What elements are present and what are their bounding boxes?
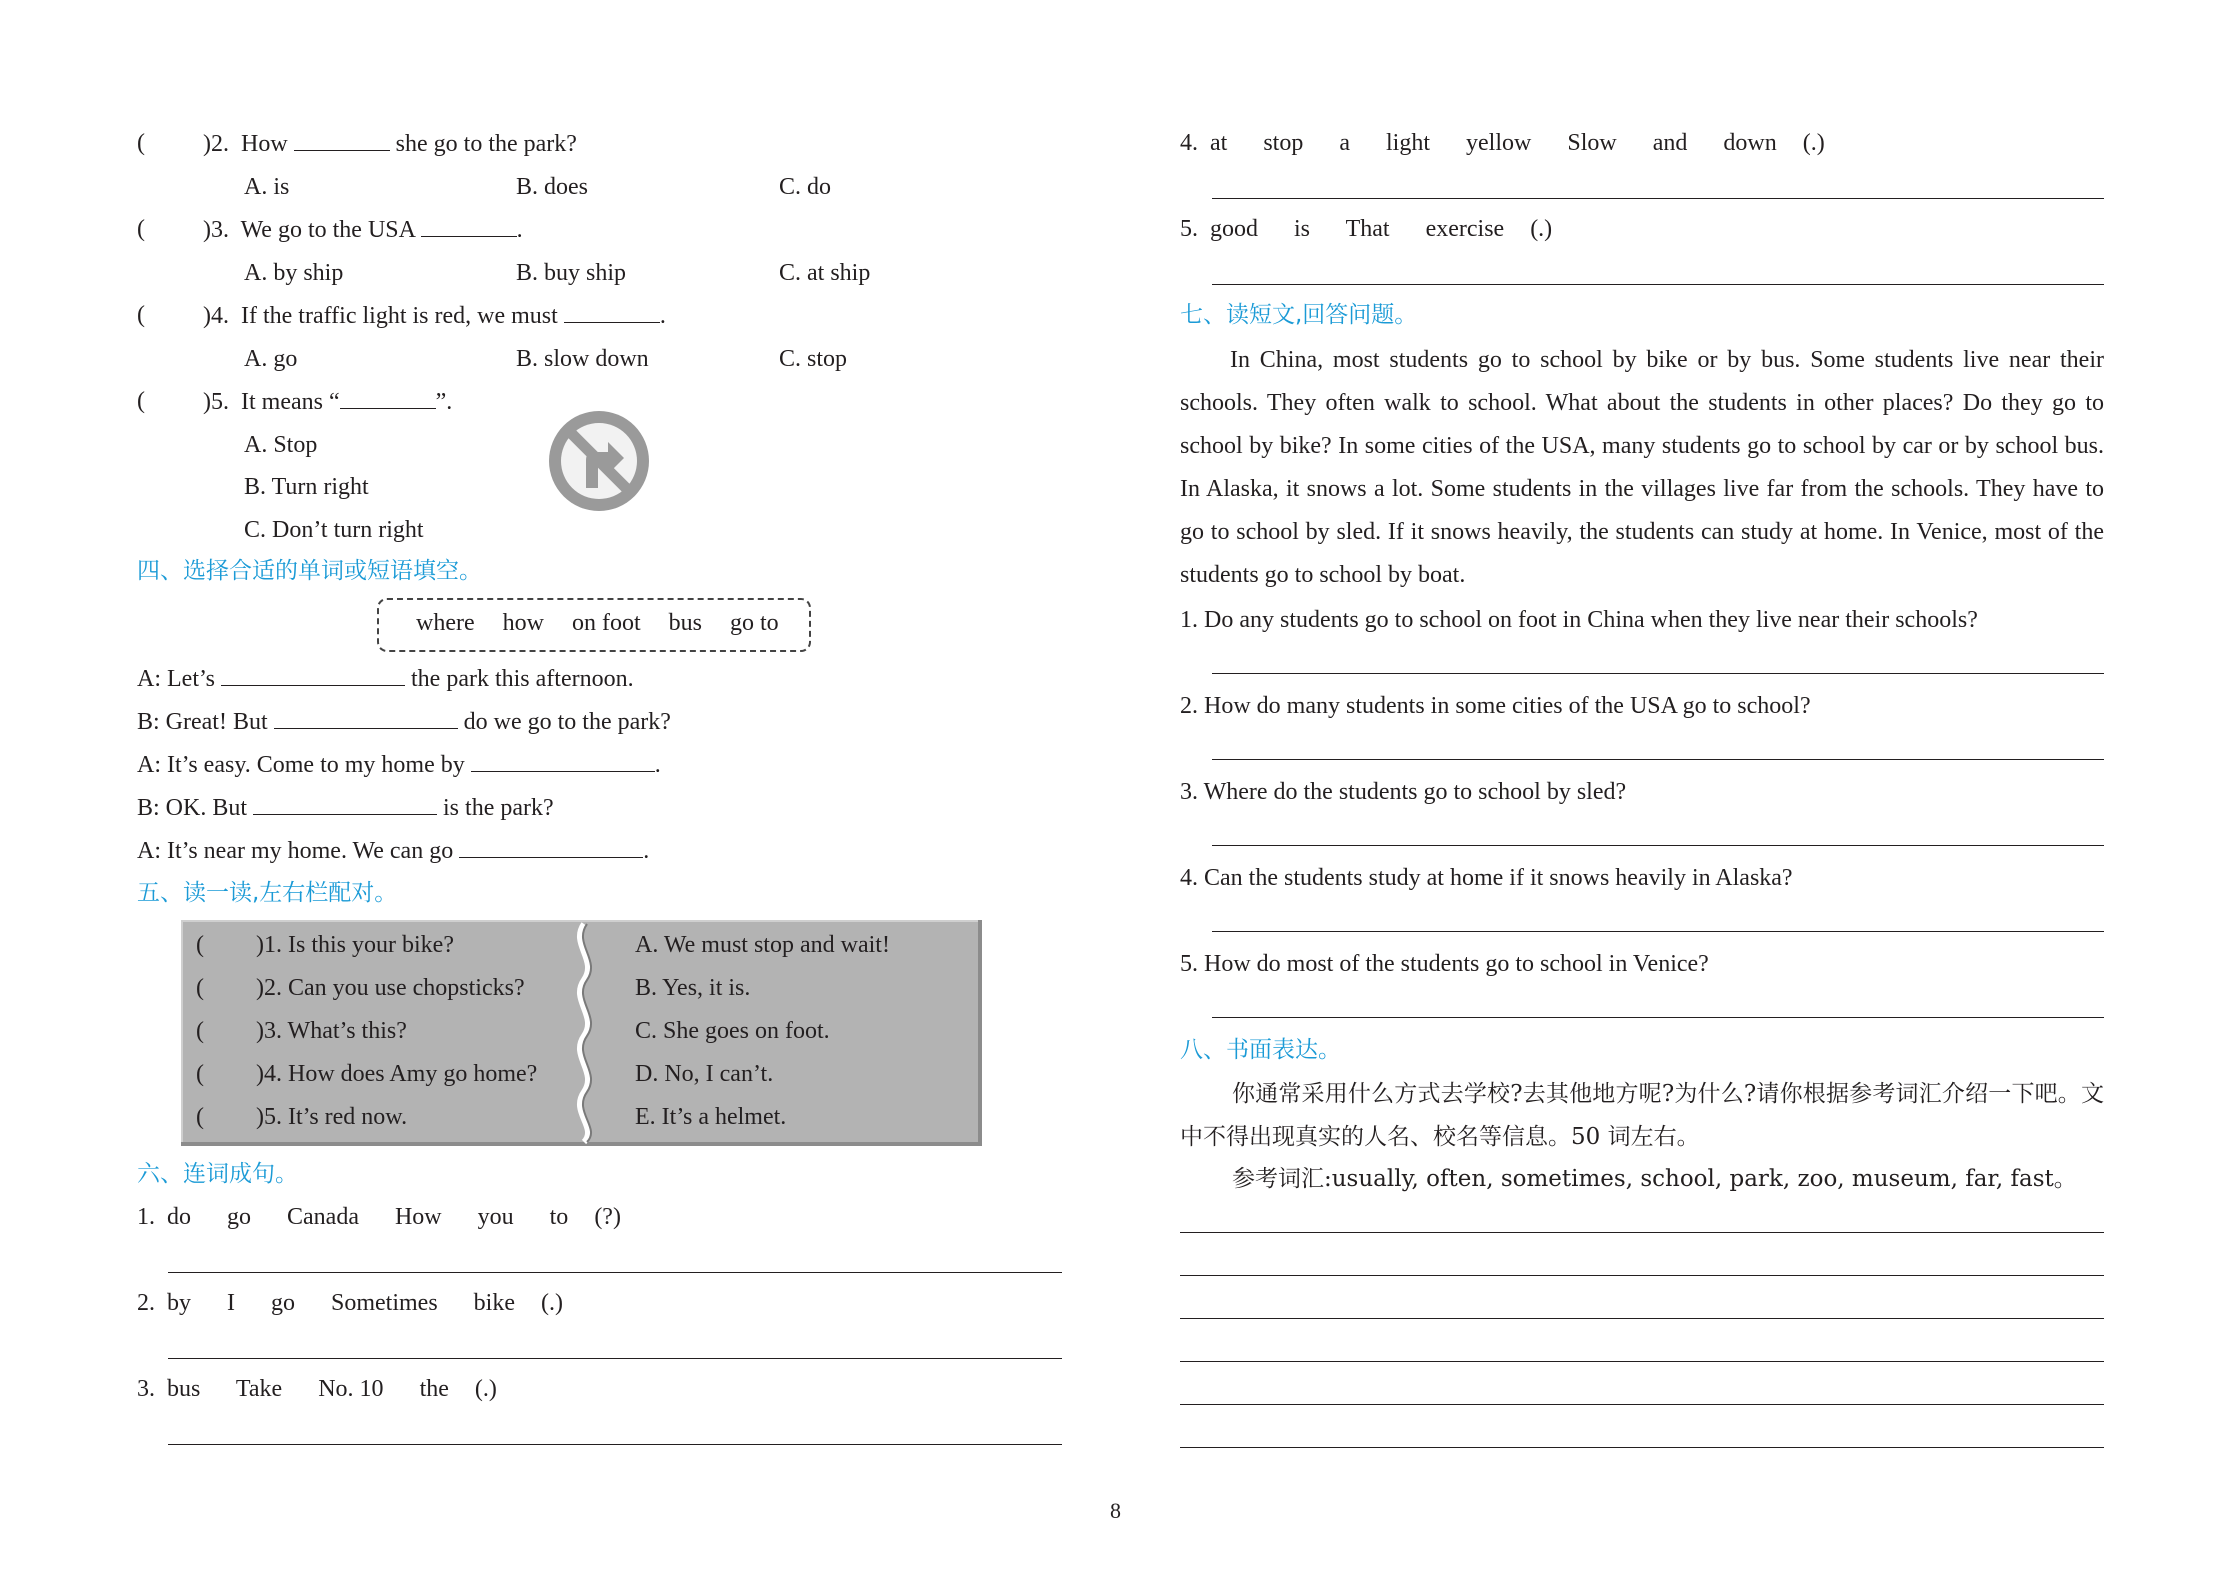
answer-line[interactable] (1212, 284, 2104, 285)
writing-line[interactable] (1180, 1404, 2104, 1405)
answer-blank[interactable] (471, 749, 655, 772)
mc-option[interactable]: C. Don’t turn right (244, 517, 424, 543)
scrambled-sentence: 4. at stop a light yellow Slow and down (.) (1180, 130, 1825, 156)
mc-option[interactable]: C. stop (779, 346, 848, 372)
mc-option[interactable]: A. Stop (244, 432, 318, 458)
mc-question: )2. How she go to the park? (203, 128, 577, 159)
mc-bracket[interactable]: ( (137, 388, 145, 414)
mc-option[interactable]: C. do (779, 174, 832, 200)
answer-blank[interactable] (294, 128, 390, 151)
word-bank-item: on foot (571, 610, 641, 636)
mc-option[interactable]: B. buy ship (516, 260, 627, 286)
section-8-title: 八、书面表达。 (1180, 1037, 1341, 1063)
reading-question: 1. Do any students go to school on foot in China when they live near their schools? (1180, 607, 1978, 633)
mc-question: )3. We go to the USA . (203, 214, 523, 245)
answer-line[interactable] (168, 1444, 1062, 1445)
answer-blank[interactable] (253, 792, 437, 815)
reading-question: 4. Can the students study at home if it snows heavily in Alaska? (1180, 865, 1793, 891)
writing-line[interactable] (1180, 1361, 2104, 1362)
match-right-item: C. She goes on foot. (635, 1018, 830, 1044)
answer-blank[interactable] (564, 300, 660, 323)
reading-question: 3. Where do the students go to school by sled? (1180, 779, 1627, 805)
match-right-item: E. It’s a helmet. (635, 1104, 787, 1130)
match-left-item[interactable]: ( )4. How does Amy go home? (196, 1061, 538, 1087)
word-bank-item: where (416, 610, 475, 636)
mc-option[interactable]: A. go (244, 346, 298, 372)
answer-blank[interactable] (221, 663, 405, 686)
reading-passage: In China, most students go to school by bike or by bus. Some students live near their schools. They often walk to school. What about the students in other places? Do they go to school by bike? In some cities of the USA, many students go to school by car or by school bus. In Alaska, it snows a lot. Some students in the villages live far from the schools. They have to go to school by sled. If it snows heavily, the students can study at home. In Venice, most of the students go to school by boat. (1180, 347, 2104, 588)
writing-prompt: 你通常采用什么方式去学校?去其他地方呢?为什么?请你根据参考词汇介绍一下吧。文中不得出现真实的人名、校名等信息。50 词左右。 (1180, 1081, 2104, 1150)
answer-line[interactable] (1212, 845, 2104, 846)
answer-line[interactable] (1212, 931, 2104, 932)
section-7-title: 七、读短文,回答问题。 (1180, 302, 1418, 328)
mc-option[interactable]: A. by ship (244, 260, 344, 286)
word-bank-item: how (502, 610, 544, 636)
answer-line[interactable] (1212, 759, 2104, 760)
mc-option[interactable]: C. at ship (779, 260, 871, 286)
mc-option[interactable]: B. does (516, 174, 588, 200)
section-4-title: 四、选择合适的单词或短语填空。 (137, 558, 482, 584)
answer-line[interactable] (168, 1272, 1062, 1273)
mc-option[interactable]: B. Turn right (244, 474, 369, 500)
match-right-item: D. No, I can’t. (635, 1061, 774, 1087)
match-left-item[interactable]: ( )5. It’s red now. (196, 1104, 408, 1130)
answer-line[interactable] (1212, 198, 2104, 199)
word-bank-item: bus (668, 610, 702, 636)
match-left-item[interactable]: ( )3. What’s this? (196, 1018, 407, 1044)
answer-blank[interactable] (274, 706, 458, 729)
mc-option[interactable]: A. is (244, 174, 290, 200)
match-left-item[interactable]: ( )2. Can you use chopsticks? (196, 975, 525, 1001)
writing-line[interactable] (1180, 1232, 2104, 1233)
reading-question: 2. How do many students in some cities of the USA go to school? (1180, 693, 1811, 719)
writing-line[interactable] (1180, 1318, 2104, 1319)
word-bank-item: go to (730, 610, 779, 636)
word-bank (416, 608, 779, 638)
no-right-turn-sign-icon (546, 408, 652, 514)
writing-line[interactable] (1180, 1275, 2104, 1276)
mc-bracket[interactable]: ( (137, 216, 145, 242)
match-left-item[interactable]: ( )1. Is this your bike? (196, 932, 454, 958)
dialog-line: A: It’s easy. Come to my home by . (137, 749, 661, 780)
mc-bracket[interactable]: ( (137, 130, 145, 156)
answer-line[interactable] (168, 1358, 1062, 1359)
mc-question: )4. If the traffic light is red, we must . (203, 300, 666, 331)
scrambled-sentence: 5. good is That exercise (.) (1180, 216, 1553, 242)
match-right-item: A. We must stop and wait! (635, 932, 890, 958)
reference-vocabulary: 参考词汇:usually, often, sometimes, school, park, zoo, museum, far, fast。 (1232, 1166, 2077, 1192)
writing-line[interactable] (1180, 1447, 2104, 1448)
scrambled-sentence: 2. by I go Sometimes bike (.) (137, 1290, 563, 1316)
answer-blank[interactable] (421, 214, 517, 237)
mc-option[interactable]: B. slow down (516, 346, 649, 372)
mc-bracket[interactable]: ( (137, 302, 145, 328)
mc-question: )5. It means “ ”. (203, 386, 452, 417)
answer-blank[interactable] (340, 386, 436, 409)
dialog-line: B: OK. But is the park? (137, 792, 554, 823)
answer-line[interactable] (1212, 1017, 2104, 1018)
answer-line[interactable] (1212, 673, 2104, 674)
section-5-title: 五、读一读,左右栏配对。 (137, 880, 398, 906)
page-number: 8 (1110, 1498, 1121, 1523)
scrambled-sentence: 1. do go Canada How you to (?) (137, 1204, 621, 1230)
reading-question: 5. How do most of the students go to school in Venice? (1180, 951, 1709, 977)
match-right-item: B. Yes, it is. (635, 975, 751, 1001)
section-6-title: 六、连词成句。 (137, 1161, 298, 1187)
dialog-line: A: Let’s the park this afternoon. (137, 663, 634, 694)
scrambled-sentence: 3. bus Take No. 10 the (.) (137, 1376, 497, 1402)
wave-divider-icon (566, 922, 602, 1144)
dialog-line: A: It’s near my home. We can go . (137, 835, 649, 866)
dialog-line: B: Great! But do we go to the park? (137, 706, 671, 737)
answer-blank[interactable] (459, 835, 643, 858)
